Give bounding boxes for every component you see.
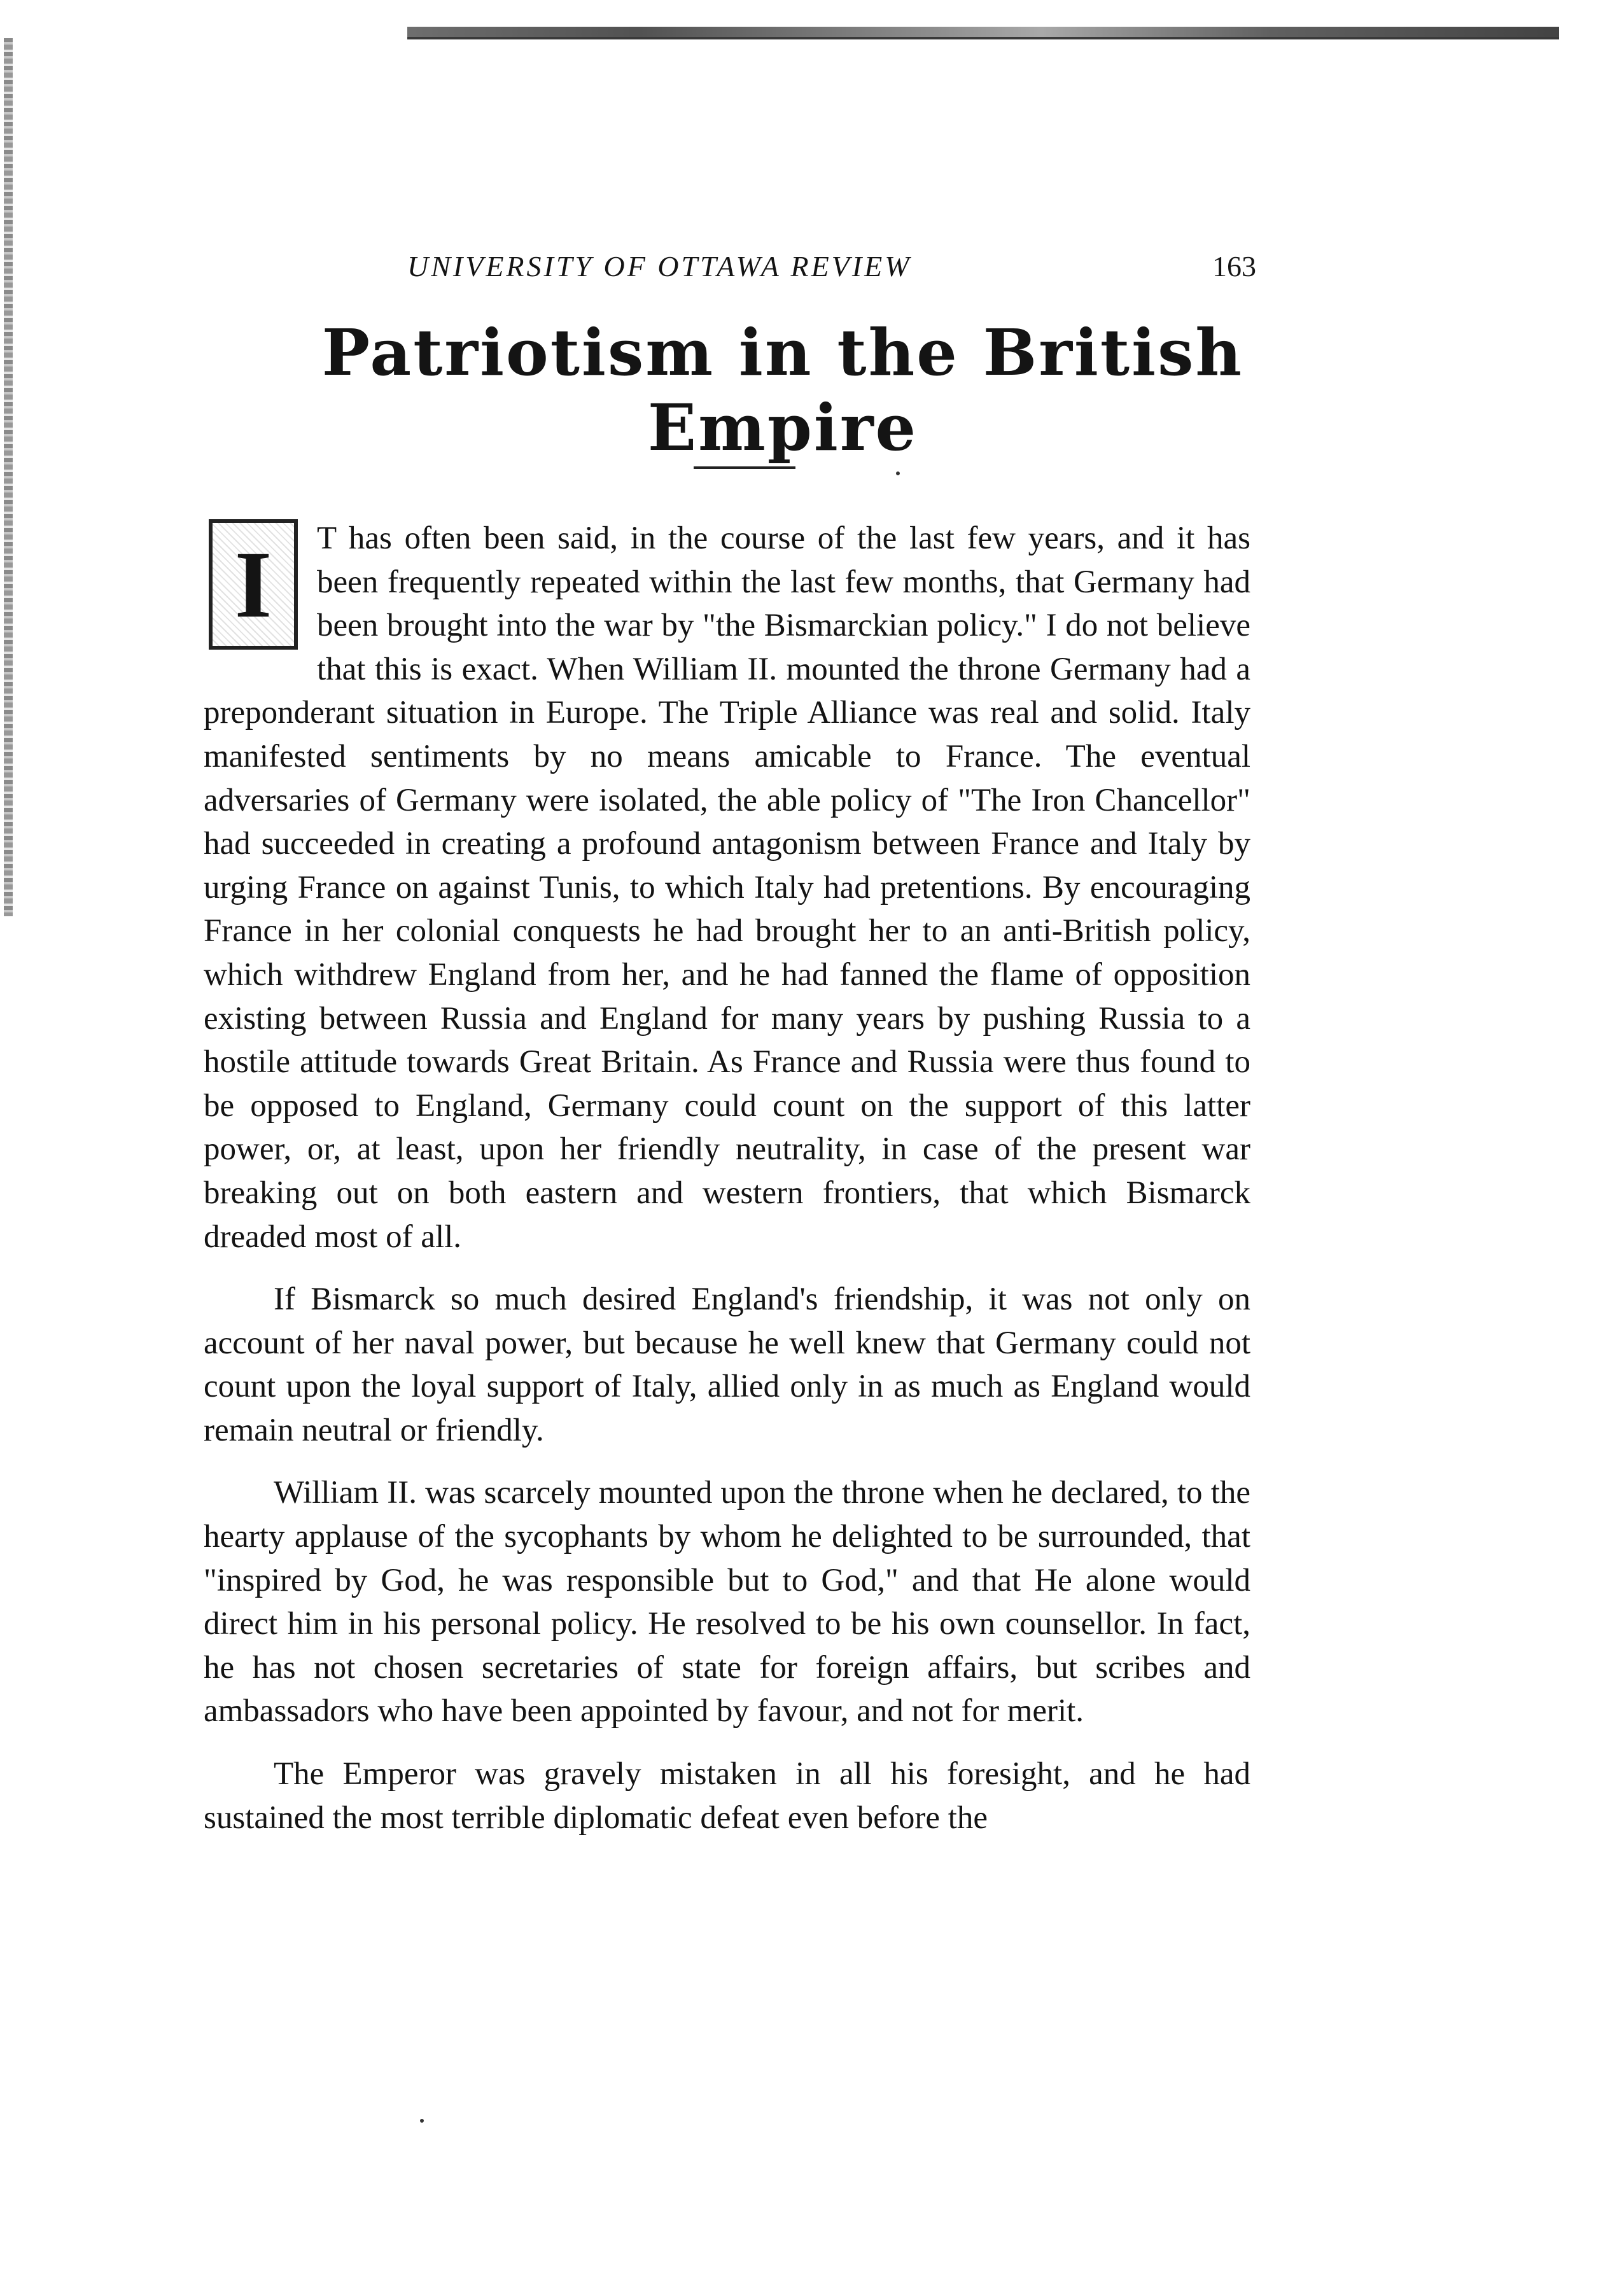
page-edge-shadow <box>4 38 13 916</box>
paragraph-2: If Bismarck so much desired England's friendship, it was not only on account of her naval power, but because he well knew that Germany could not count upon the loyal support of Italy, allied only in as much as England would remain neutral or friendly. <box>204 1281 1250 1448</box>
page-number: 163 <box>1212 250 1256 283</box>
bottom-mark <box>420 2119 424 2123</box>
article-title: Patriotism in the British Empire <box>321 315 1244 465</box>
drop-cap: I <box>209 519 298 650</box>
paragraph-3: William II. was scarcely mounted upon the throne when he declared, to the hearty applause of the sycophants by whom he delighted to be surrounded, that "inspired by God, he was responsible but to God," and that He alone would direct him in his personal policy. He resolved to be his own counsellor. In fact, he has not chosen secretaries of state for foreign affairs, but scribes and ambassadors who have been appointed by favour, and not for merit. <box>204 1475 1250 1729</box>
paragraph-4: The Emperor was gravely mistaken in all his foresight, and he had sustained the most terrible diplomatic defeat even before the <box>204 1756 1250 1836</box>
article-body <box>204 517 1250 1859</box>
title-divider-dot <box>896 471 900 475</box>
title-divider <box>694 466 795 469</box>
running-head: UNIVERSITY OF OTTAWA REVIEW <box>407 250 912 283</box>
paragraph-1-text: T has often been said, in the course of the last few years, and it has been frequently repeated within the last few months, that Germany had been brought into the war by "the Bismarckian policy." I do not believe that this is exact. When William II. mounted the throne Germany had a preponderant situation in Europe. The Triple Alliance was real and solid. Italy manifested sentiments by no means amicable to France. The eventual adversaries of Germany were isolated, the able policy of "The Iron Chancellor" had succeeded in creating a profound antagonism between France and Italy by urging France on against Tunis, to which Italy had pretentions. By encouraging France in her colonial conquests he had brought her to an anti-British policy, which withdrew England from her, and he had fanned the flame of opposition existing between Russia and England for many years by pushing Russia to a hostile attitude towards Great Britain. As France and Russia were thus found to be opposed to England, Germany could count on the support of this latter power, or, at least, upon her friendly neutrality, in case of the present war breaking out on both eastern and western frontiers, that which Bismarck dreaded most of all. <box>204 520 1250 1255</box>
top-rule-line <box>407 37 1559 39</box>
paragraph-1 <box>204 517 1250 1259</box>
